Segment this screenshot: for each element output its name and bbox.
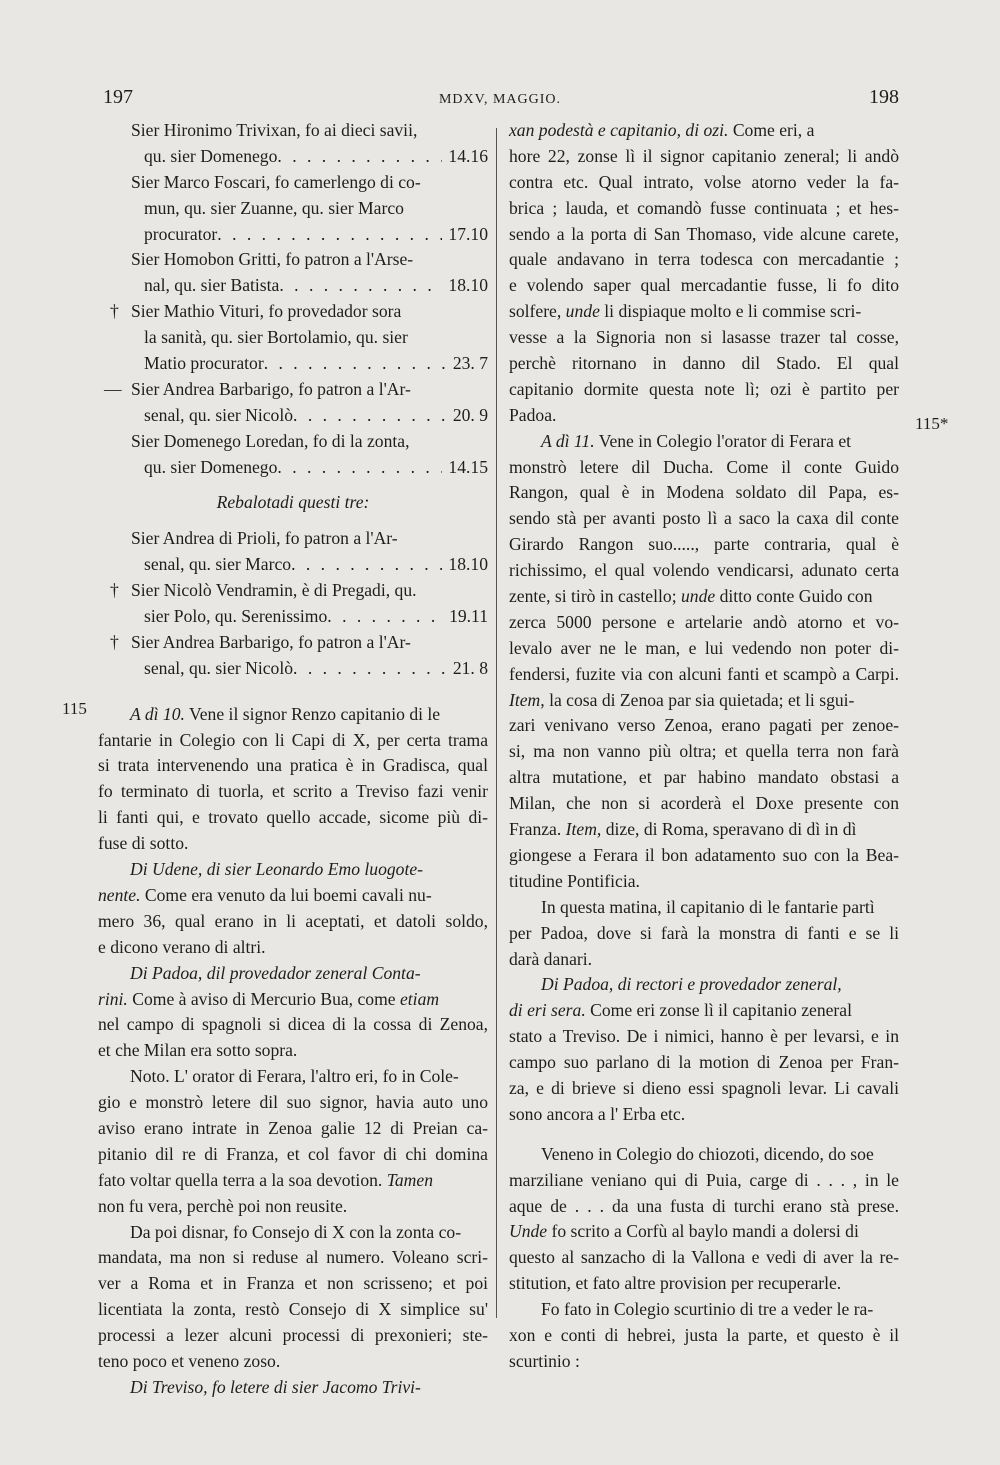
text-line: fendersi, fuzite via con alcuni fanti et scampò a Carpi. <box>509 663 899 684</box>
text-line <box>509 688 899 714</box>
text-line: vesse a la Signoria non si lasasse trazer tal cosse, <box>509 327 899 348</box>
text-line: za, e di brieve si dieno essi spagnoli levar. Li cavali <box>509 1077 899 1098</box>
text-line: li fanti qui, e trovato quello accade, sicome più di- <box>98 807 488 828</box>
text-line: per Padoa, dove si farà la monstra di fanti e se li <box>509 922 899 943</box>
entry-text: qu. sier Domenego <box>144 456 278 477</box>
text-line <box>98 1168 488 1194</box>
text-line: altra mutatione, et par habino mandato obstasi a <box>509 767 899 788</box>
text-line: titudine Pontificia. <box>509 870 640 891</box>
text-segment: solfere, <box>509 301 566 322</box>
text-line: ver a Roma et in Franza et non scrisseno; et poi <box>98 1273 488 1294</box>
entry-value: 17.10 <box>448 223 488 244</box>
text-line: fo terminato di tuorla, et scrito a Treviso fazi venir <box>98 781 488 802</box>
entry-text: senal, qu. sier Nicolò <box>144 657 294 678</box>
text-line <box>509 817 899 843</box>
text-line <box>98 578 488 604</box>
entry-text: sier Polo, qu. Serenissimo <box>144 606 328 627</box>
text-segment: Come era venuto da lui boemi cavali nu- <box>140 884 432 905</box>
text-line <box>509 1219 899 1245</box>
text-segment: Vene in Colegio l'orator di Ferara et <box>594 430 852 451</box>
entry-value: 21. 8 <box>452 657 488 678</box>
text-line: Sier Homobon Gritti, fo patron a l'Arse- <box>131 249 414 270</box>
dagger-mark: † <box>110 580 119 601</box>
text-segment: Tamen <box>386 1169 433 1190</box>
text-line: Girardo Rangon suo....., parte contraria, qual è <box>509 534 899 555</box>
column-divider <box>496 128 497 1318</box>
text-segment: unde <box>680 586 716 607</box>
text-line: zerca 5000 persone e artelarie andò atorno et vo- <box>509 611 899 632</box>
entry-text: qu. sier Domenego <box>144 145 278 166</box>
text-line: Di Padoa, di rectori e provedador zeneral, <box>541 974 842 995</box>
text-line: stato a Treviso. De i nimici, hanno è per levarsi, e in <box>509 1026 899 1047</box>
text-line: zari venivano verso Zenoa, erano pagati per zenoe- <box>509 715 899 736</box>
text-line: fuse di sotto. <box>98 833 189 854</box>
text-line: e volendo saper qual mercadantie fusse, li fo dito <box>509 275 899 296</box>
leader-dots <box>264 351 447 377</box>
running-head: MDXV, MAGGIO. <box>438 92 562 107</box>
entry-value: 18.10 <box>448 275 488 296</box>
entry-value: 20. 9 <box>452 404 488 425</box>
leader-dots <box>291 552 442 578</box>
text-line: darà danari. <box>509 948 593 969</box>
left-column <box>98 118 488 1401</box>
text-line: contra etc. Qual intrato, volse atorno veder la fa- <box>509 171 899 192</box>
text-line: licentiata la zonta, restò Consejo di X simplice su' <box>98 1299 488 1320</box>
text-line: Sier Andrea di Prioli, fo patron a l'Ar- <box>131 528 398 549</box>
text-segment: nente. <box>98 884 141 905</box>
entry-value: 23. 7 <box>452 353 488 374</box>
text-line: giongese a Ferara il bon adatamento suo con la Bea- <box>509 844 899 865</box>
text-segment: fo scrito a Corfù al baylo mandi a dolersi di <box>547 1221 859 1242</box>
page-number-right: 198 <box>869 86 899 108</box>
text-line: quale andavano in terra todesca con mercadantie ; <box>509 249 899 270</box>
entry-text: Sier Mathio Vituri, fo provedador sora <box>131 301 402 322</box>
text-segment: rini. <box>98 988 128 1009</box>
entry-text: Matio procurator <box>144 353 264 374</box>
text-segment: xan podestà e capitanio, di ozi. <box>509 120 729 140</box>
text-line: mun, qu. sier Zuanne, qu. sier Marco <box>144 197 404 218</box>
text-segment: Come eri, a <box>728 120 815 140</box>
entry-value: 19.11 <box>449 606 488 627</box>
text-line <box>98 377 488 403</box>
text-line: mandata, ma non si reduse al numero. Voleano scri- <box>98 1247 488 1268</box>
text-line <box>98 299 488 325</box>
text-line <box>509 299 899 325</box>
entry-value: 18.10 <box>448 554 488 575</box>
right-column <box>509 118 899 1375</box>
text-line: marziliane veniano qui di Puia, carge di . . . , in le <box>509 1169 899 1190</box>
text-line: Rangon, qual è in Modena soldato dil Papa, es- <box>509 482 899 503</box>
text-line: fantarie in Colegio con li Capi di X, per certa trama <box>98 729 488 750</box>
text-line: e dicono verano di altri. <box>98 936 266 957</box>
text-line: aque de . . . da una fusta di turchi erano stà prese. <box>509 1195 899 1216</box>
text-line: teno poco et veneno zoso. <box>98 1350 281 1371</box>
text-segment: Come à aviso di Mercurio Bua, come <box>127 988 400 1009</box>
entry-text: Sier Andrea Barbarigo, fo patron a l'Ar- <box>131 631 411 652</box>
text-segment: li dispiaque molto e li commise scri- <box>599 301 862 322</box>
text-segment: zente, si tirò in castello; <box>509 586 681 607</box>
dagger-mark: † <box>110 301 119 322</box>
text-segment: Vene il signor Renzo capitanio di le <box>184 703 441 724</box>
margin-note-left: 115 <box>62 699 87 718</box>
text-segment: la cosa di Zenoa par sia quietada; et li sgui- <box>544 689 855 710</box>
text-line: Fo fato in Colegio scurtinio di tre a veder le ra- <box>541 1299 874 1320</box>
list-entry <box>98 273 488 299</box>
text-line <box>509 429 899 455</box>
dash-mark: — <box>104 378 122 399</box>
text-line: aviso erano intrate in Zenoa galie 12 di Preian ca- <box>98 1117 488 1138</box>
text-segment: di eri sera. <box>509 1000 586 1021</box>
text-line: Sier Hironimo Trivixan, fo ai dieci savii, <box>131 120 418 140</box>
leader-dots <box>217 222 442 248</box>
date-heading: A dì 10. <box>130 703 185 724</box>
text-line: brica ; lauda, et comandò fusse continuata ; et hes- <box>509 197 899 218</box>
entry-text: Sier Nicolò Vendramin, è di Pregadi, qu. <box>131 580 417 601</box>
list-entry <box>98 222 488 248</box>
text-line: xon e conti di hebrei, justa la parte, et questo è il <box>509 1324 899 1345</box>
entry-text: Sier Andrea Barbarigo, fo patron a l'Ar- <box>131 378 411 399</box>
entry-value: 14.16 <box>448 145 488 166</box>
text-line: Noto. L' orator di Ferara, l'altro eri, fo in Cole- <box>130 1066 459 1087</box>
text-segment: dize, di Roma, speravano di dì in dì <box>601 819 857 840</box>
list-entry <box>98 604 488 630</box>
leader-dots <box>277 455 442 481</box>
text-segment: ditto conte Guido con <box>715 586 873 607</box>
text-segment: fato voltar quella terra a la soa devotion. <box>98 1169 387 1190</box>
text-line: Veneno in Colegio do chiozoti, dicendo, do soe <box>541 1143 874 1164</box>
text-line: hore 22, zonse lì il signor capitanio zeneral; li andò <box>509 145 899 166</box>
list-entry <box>98 552 488 578</box>
text-line <box>98 702 488 728</box>
text-line <box>98 987 488 1013</box>
text-line: gio e monstrò letere dil suo signor, havia auto uno <box>98 1092 488 1113</box>
text-line: processi a lezer alcuni processi di prexonieri; ste- <box>98 1325 488 1346</box>
leader-dots <box>327 604 443 630</box>
text-line: levalo aver ne le man, e lui vedendo non poter di- <box>509 637 899 658</box>
text-line: Di Treviso, fo letere di sier Jacomo Trivi- <box>130 1376 421 1397</box>
text-line: monstrò letere dil Ducha. Come il conte Guido <box>509 456 899 477</box>
text-line: Di Padoa, dil provedador zeneral Conta- <box>130 962 421 983</box>
text-line: scurtinio : <box>509 1350 580 1371</box>
text-line <box>98 630 488 656</box>
dagger-mark: † <box>110 631 119 652</box>
text-segment: etiam <box>399 988 440 1009</box>
text-line: stitution, et fato altre provision per recuperarle. <box>509 1273 842 1294</box>
text-line: si, ma non vanno più oltra; et quella terra non farà <box>509 741 899 762</box>
leader-dots <box>293 403 447 429</box>
list-entry <box>98 656 488 682</box>
date-heading: A dì 11. <box>541 430 595 451</box>
text-line: perchè ritornano in danno dil Stado. El qual <box>509 353 899 374</box>
text-line: la sanità, qu. sier Bortolamio, qu. sier <box>144 327 408 348</box>
entry-text: senal, qu. sier Marco <box>144 554 292 575</box>
text-line: non fu vera, perchè poi non reusite. <box>98 1195 348 1216</box>
text-line <box>98 883 488 909</box>
text-line: nel campo di spagnoli si dicea di la cossa di Zenoa, <box>98 1014 488 1035</box>
leader-dots <box>277 144 442 170</box>
list-entry <box>98 403 488 429</box>
text-segment: Franza. <box>509 819 566 840</box>
list-entry <box>98 144 488 170</box>
text-segment: Unde <box>509 1221 548 1242</box>
text-line: questo al sanzacho di la Vallona e vedi di aver la re- <box>509 1247 899 1268</box>
list-entry <box>98 351 488 377</box>
text-line <box>509 998 899 1024</box>
text-line: mero 36, qual erano in li aceptati, et datoli soldo, <box>98 910 488 931</box>
text-line: campo suo parlano di la motion di Zenoa per Fran- <box>509 1052 899 1073</box>
entry-value: 14.15 <box>448 456 488 477</box>
text-line: si trata intervenendo una pratica è in Gradisca, qual <box>98 755 488 776</box>
text-line: pitanio dil re di Franza, et col favor di chi domina <box>98 1143 488 1164</box>
text-segment: Item, <box>565 819 602 840</box>
section-heading: Rebalotadi questi tre: <box>216 492 370 513</box>
text-line: Padoa. <box>509 404 557 425</box>
margin-note-right: 115* <box>915 414 949 433</box>
text-line <box>509 118 899 144</box>
text-line: richissimo, el qual volendo vendicarsi, adunato certa <box>509 560 899 581</box>
text-line: In questa matina, il capitanio di le fantarie partì <box>541 896 875 917</box>
text-line: et che Milan era sotto sopra. <box>98 1040 298 1061</box>
text-line: Di Udene, di sier Leonardo Emo luogote- <box>130 859 424 880</box>
page-number-left: 197 <box>103 86 133 108</box>
text-line: sendo stà per avanti posto lì a saco la caxa dil conte <box>509 508 899 529</box>
text-line: Milan, che non si acorderà el Doxe presente con <box>509 793 899 814</box>
text-segment: Come eri zonse lì il capitanio zeneral <box>585 1000 852 1021</box>
text-line: Sier Domenego Loredan, fo di la zonta, <box>131 430 410 451</box>
leader-dots <box>279 273 442 299</box>
text-segment: Item, <box>509 689 545 710</box>
text-line: sono ancora a l' Erba etc. <box>509 1103 686 1124</box>
text-segment: unde <box>565 301 600 322</box>
leader-dots <box>293 656 447 682</box>
entry-text: procurator <box>144 223 218 244</box>
entry-text: nal, qu. sier Batista <box>144 275 280 296</box>
text-line: Da poi disnar, fo Consejo di X con la zonta co- <box>130 1221 462 1242</box>
entry-text: senal, qu. sier Nicolò <box>144 404 294 425</box>
text-line: Sier Marco Foscari, fo camerlengo di co- <box>131 171 421 192</box>
text-line: sendo a la porta di San Thomaso, vide alcune carete, <box>509 223 899 244</box>
list-entry <box>98 455 488 481</box>
text-line: capitanio dormite questa note lì; ozi è partito per <box>509 378 899 399</box>
text-line <box>509 584 899 610</box>
